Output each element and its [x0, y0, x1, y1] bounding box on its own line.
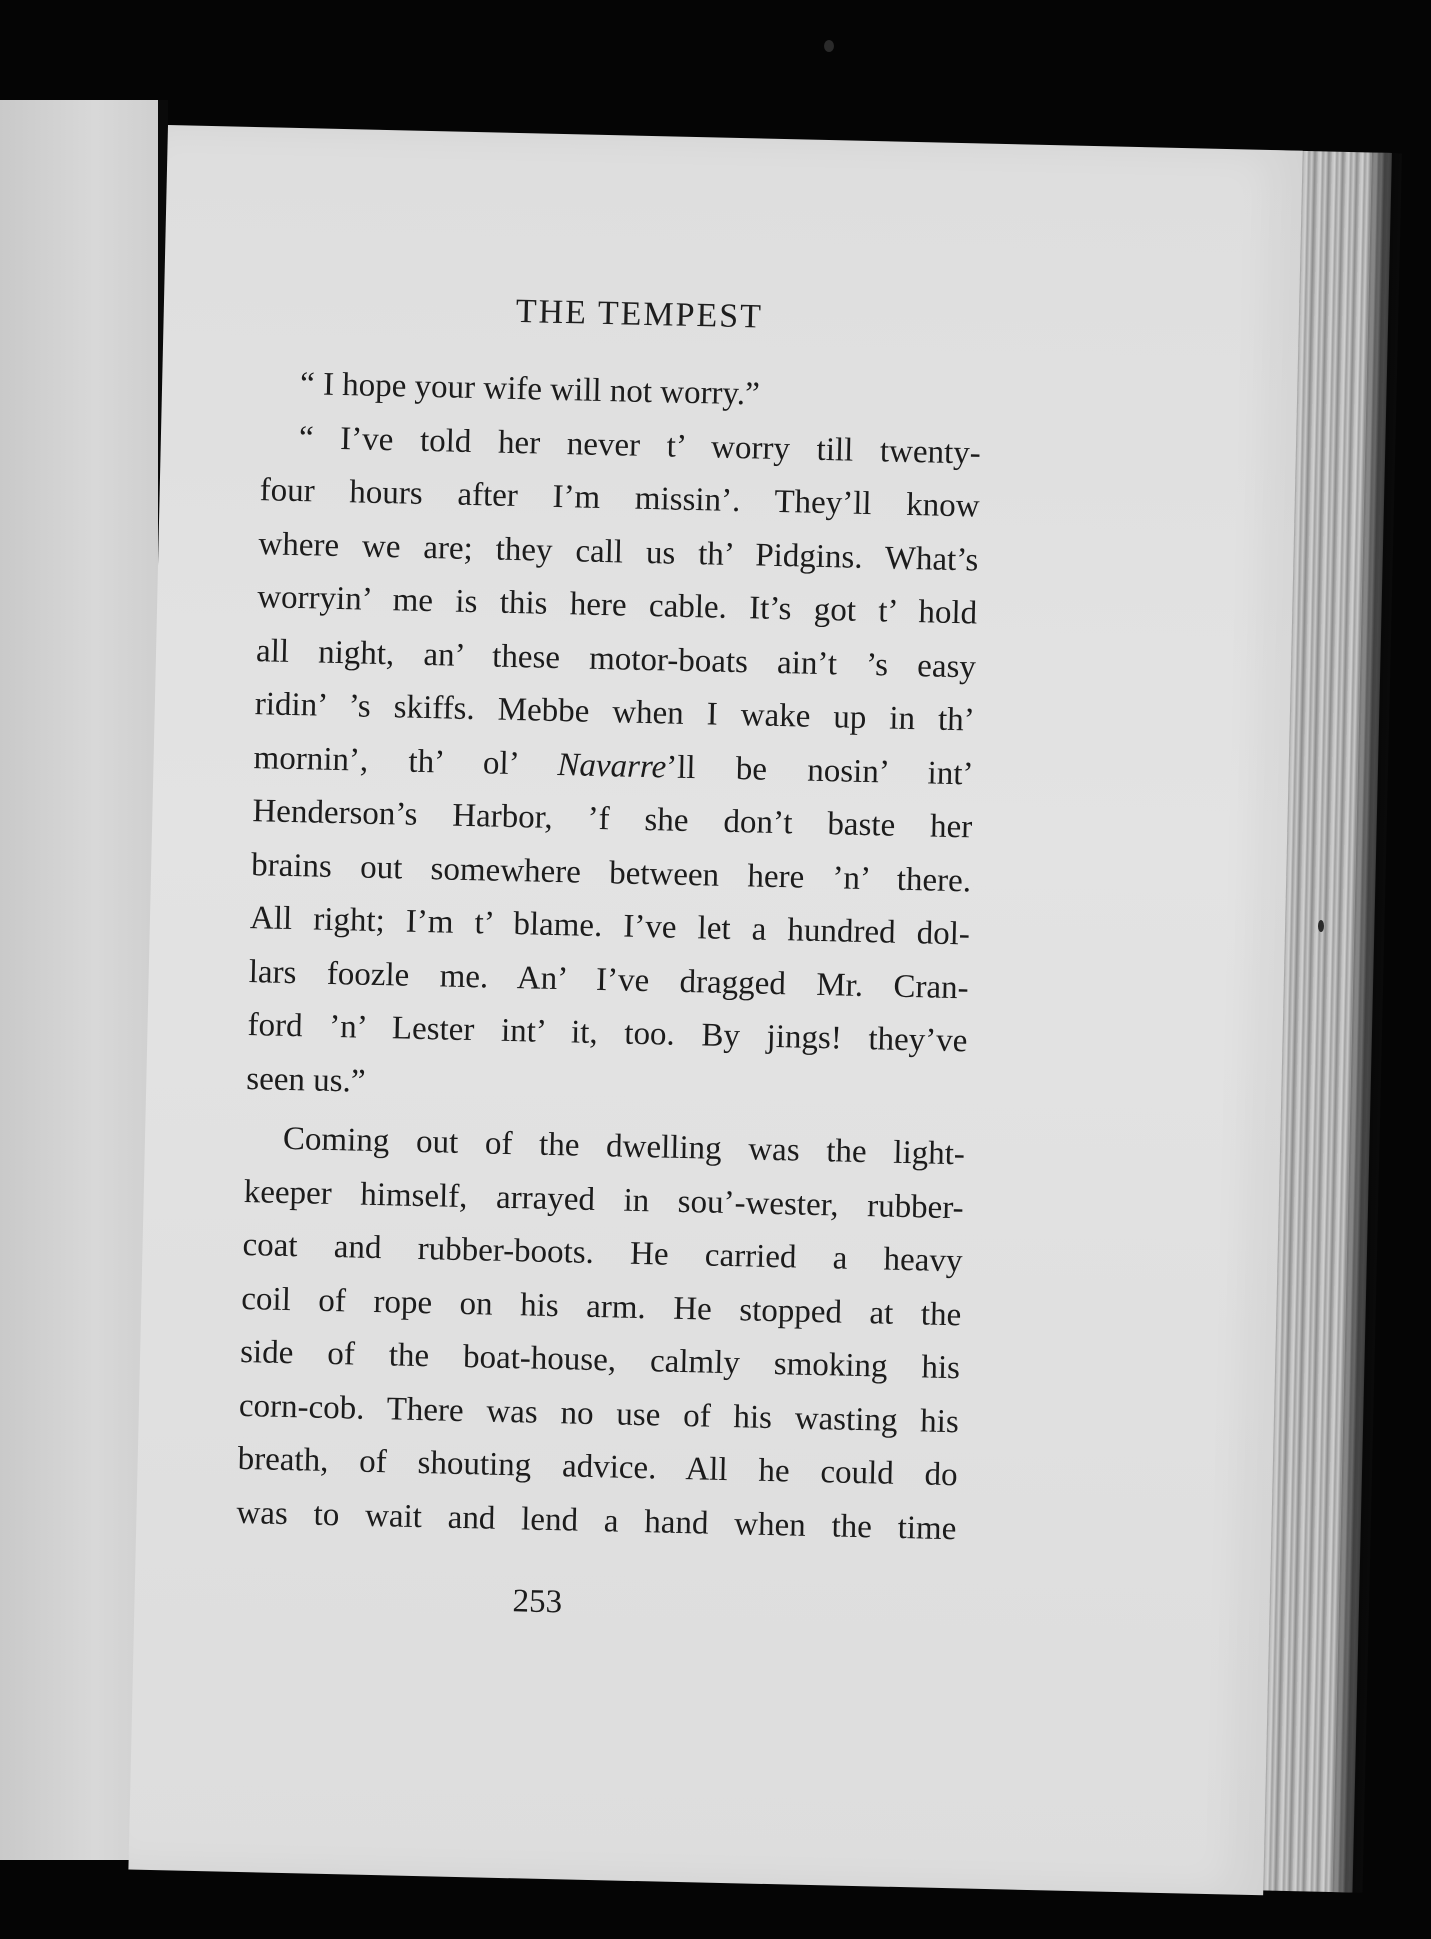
text-line: all night, an’ these motor-boats ain’t ’s easy	[255, 632, 977, 685]
text-line: coil of rope on his arm. He stopped at the	[240, 1280, 962, 1333]
body-text	[236, 357, 983, 1556]
text-line: lars foozle me. An’ I’ve dragged Mr. Cran-	[248, 953, 970, 1006]
text-line: seen us.”	[245, 1060, 366, 1100]
text-line: ridin’ ’s skiffs. Mebbe when I wake up in th’	[254, 686, 976, 739]
running-head: THE TEMPEST	[515, 292, 764, 336]
text-line: worryin’ me is this here cable. It’s got t’ hold	[256, 579, 978, 632]
paragraph	[236, 1112, 966, 1556]
text-line: corn-cob. There was no use of his wasting his	[238, 1387, 960, 1440]
text-line: “ I hope your wife will not worry.”	[299, 366, 761, 413]
text-line: was to wait and lend a hand when the time	[236, 1494, 957, 1547]
paragraph	[246, 411, 982, 1123]
text-line: side of the boat-house, calmly smoking his	[239, 1333, 961, 1387]
text-line: brains out somewhere between here ’n’ there.	[250, 846, 972, 899]
text-line: four hours after I’m missin’. They’ll know	[259, 472, 980, 525]
dust-speck	[1318, 920, 1324, 932]
text-line: ford ’n’ Lester int’ it, too. By jings! they’ve	[247, 1007, 968, 1060]
dust-speck	[824, 40, 834, 52]
text-line: keeper himself, arrayed in sou’-wester, rubber-	[243, 1173, 965, 1226]
text-line: All right; I’m t’ blame. I’ve let a hundred dol-	[249, 900, 971, 953]
text-line: Coming out of the dwelling was the light-	[282, 1120, 966, 1173]
ship-name: Navarre	[557, 746, 667, 785]
text-line: where we are; they call us th’ Pidgins. What’s	[258, 525, 979, 578]
text-line: coat and rubber-boots. He carried a heavy	[242, 1226, 963, 1280]
text-line: Henderson’s Harbor, ’f she don’t baste her	[252, 793, 973, 846]
book-page	[128, 125, 1302, 1895]
text-line: breath, of shouting advice. All he could do	[237, 1440, 958, 1494]
text-line-with-italic: mornin’, th’ ol’ Navarre’ll be nosin’ int’	[253, 739, 974, 792]
text-line: “ I’ve told her never t’ worry till twenty-	[298, 419, 982, 472]
page-number: 253	[512, 1583, 563, 1621]
